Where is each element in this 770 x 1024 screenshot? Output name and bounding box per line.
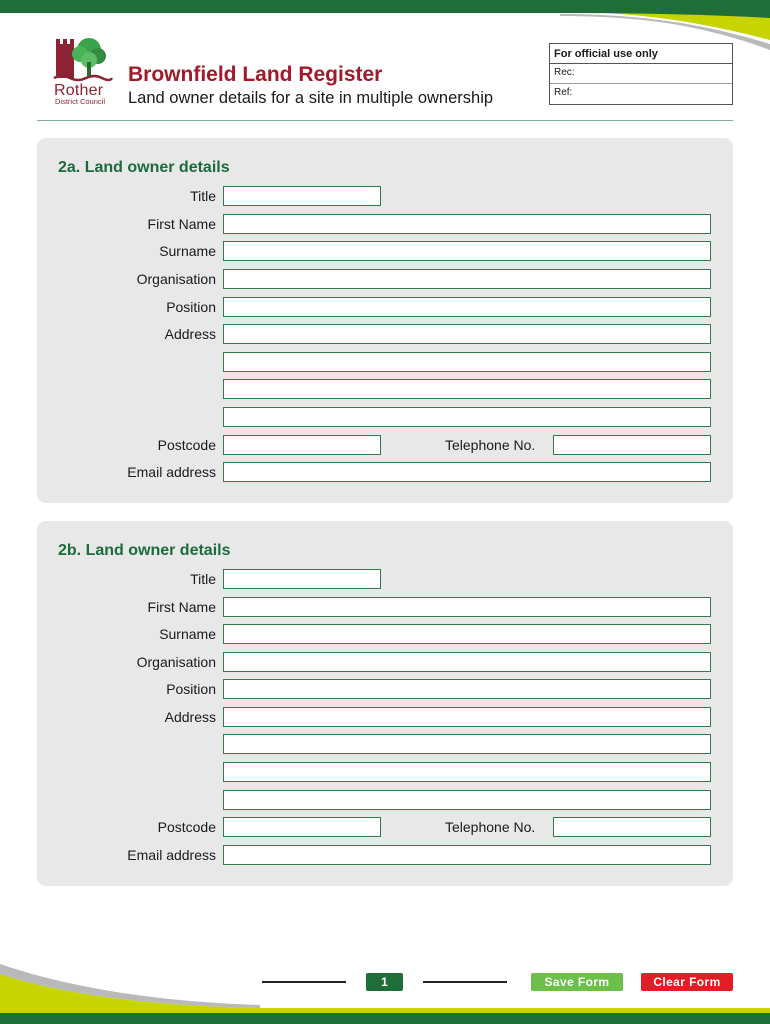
address-line-2-field[interactable] [223,734,711,754]
surname-field[interactable] [223,624,711,644]
organisation-label: Organisation [136,654,216,670]
first-name-label: First Name [147,216,216,232]
address-label: Address [164,326,216,342]
email-label: Email address [127,847,216,863]
official-use-heading: For official use only [550,44,732,64]
position-field[interactable] [223,679,711,699]
first-name-field[interactable] [223,214,711,234]
postcode-label: Postcode [157,819,216,835]
save-form-button[interactable]: Save Form [531,973,623,991]
telephone-field[interactable] [553,435,711,455]
email-field[interactable] [223,845,711,865]
email-label: Email address [127,464,216,480]
title-field[interactable] [223,569,381,589]
clear-form-button[interactable]: Clear Form [641,973,733,991]
position-label: Position [166,681,216,697]
address-line-3-field[interactable] [223,379,711,399]
telephone-label: Telephone No. [445,437,536,453]
section-title: 2a. Land owner details [58,159,230,176]
surname-label: Surname [159,626,216,642]
postcode-label: Postcode [157,437,216,453]
address-label: Address [164,709,216,725]
official-use-box [549,43,733,105]
page-number-line-right [423,981,507,983]
telephone-label: Telephone No. [445,819,536,835]
section-2b-panel [37,521,733,886]
first-name-label: First Name [147,599,216,615]
email-field[interactable] [223,462,711,482]
position-field[interactable] [223,297,711,317]
address-line-4-field[interactable] [223,790,711,810]
logo-subtitle: District Council [55,97,106,106]
title-field[interactable] [223,186,381,206]
surname-field[interactable] [223,241,711,261]
telephone-field[interactable] [553,817,711,837]
page-number-line-left [262,981,346,983]
header-divider [37,120,733,121]
postcode-field[interactable] [223,435,381,455]
address-line-4-field[interactable] [223,407,711,427]
page-title: Brownfield Land Register [128,63,383,86]
address-line-2-field[interactable] [223,352,711,372]
section-2a-panel [37,138,733,503]
organisation-label: Organisation [136,271,216,287]
logo-name: Rother [54,82,104,99]
page-subtitle: Land owner details for a site in multiple ownership [128,89,494,107]
organisation-field[interactable] [223,652,711,672]
address-line-3-field[interactable] [223,762,711,782]
page-number: 1 [366,973,403,991]
postcode-field[interactable] [223,817,381,837]
position-label: Position [166,299,216,315]
first-name-field[interactable] [223,597,711,617]
section-title: 2b. Land owner details [58,542,231,559]
surname-label: Surname [159,243,216,259]
organisation-field[interactable] [223,269,711,289]
address-line-1-field[interactable] [223,707,711,727]
official-rec-label: Rec: [550,64,732,84]
title-label: Title [190,571,216,587]
official-ref-label: Ref: [554,87,573,98]
title-label: Title [190,188,216,204]
address-line-1-field[interactable] [223,324,711,344]
